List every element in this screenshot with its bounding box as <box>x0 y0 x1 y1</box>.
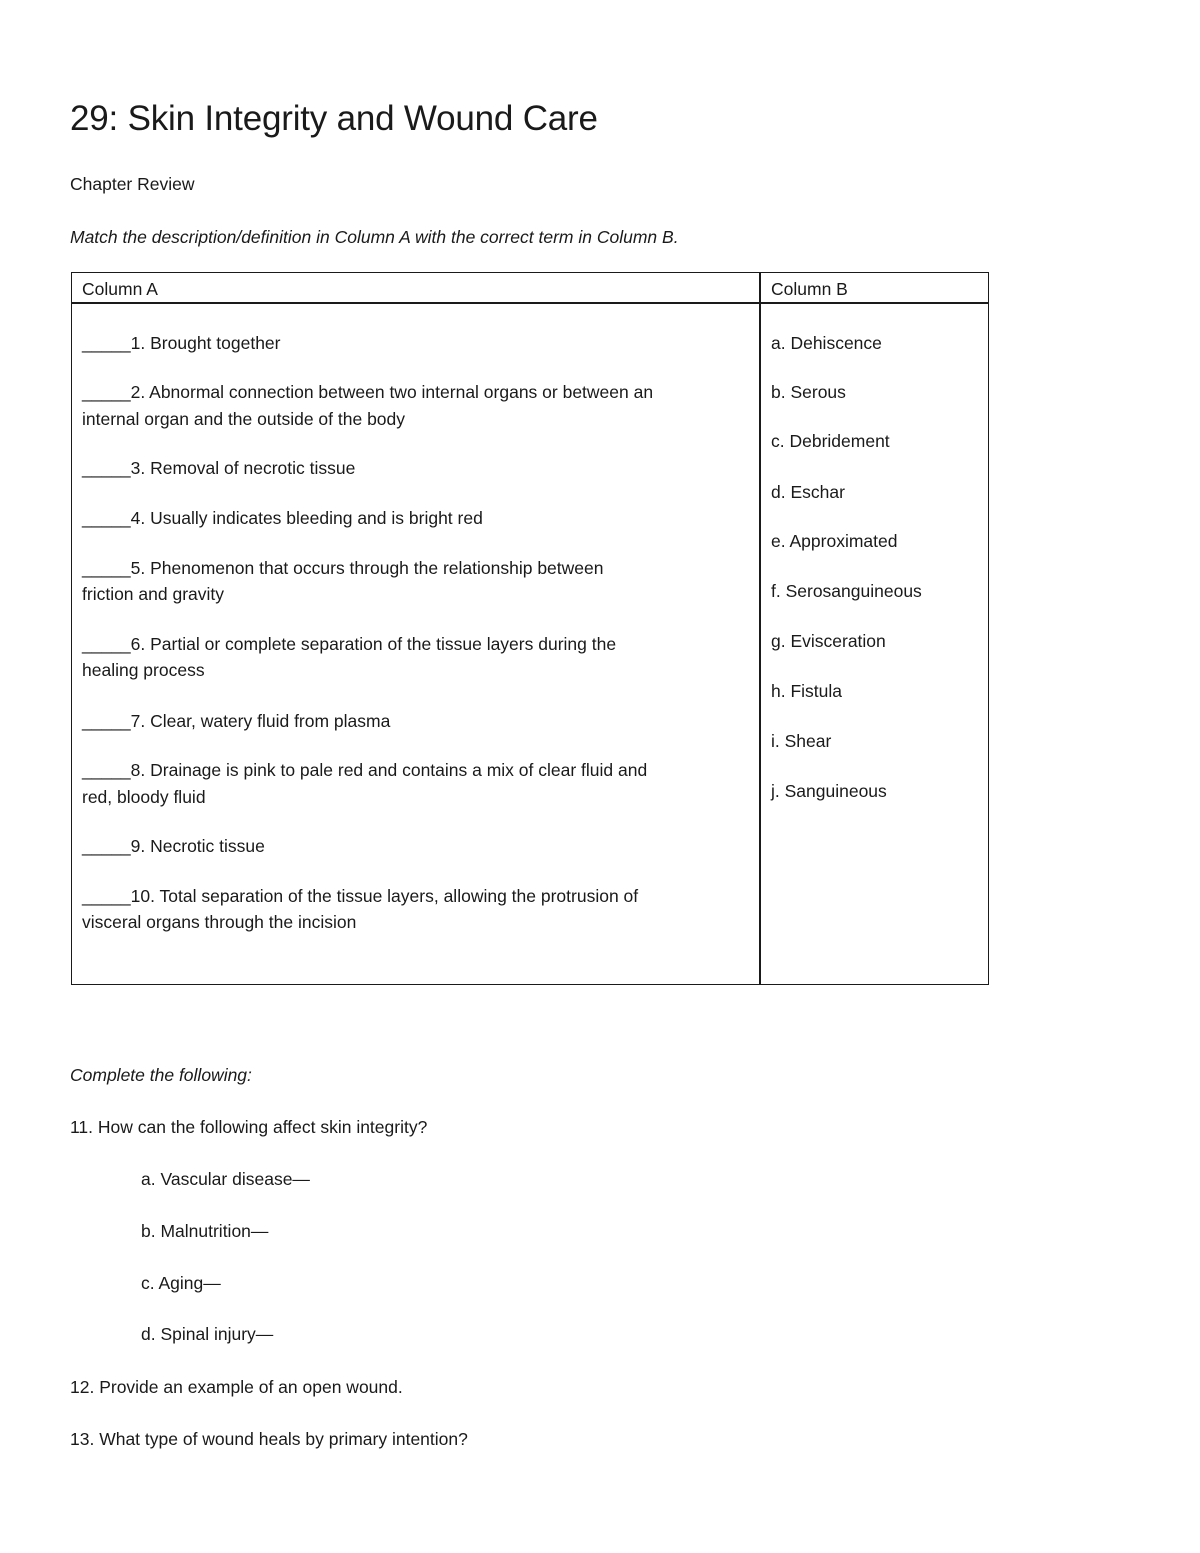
column-b-term: i. Shear <box>771 731 832 751</box>
matching-table <box>71 272 989 985</box>
column-a-header: Column A <box>82 279 158 299</box>
column-a-item: _____6. Partial or complete separation of the tissue layers during the <box>82 634 617 654</box>
column-a-item: _____1. Brought together <box>82 333 281 353</box>
column-b-term: h. Fistula <box>771 681 842 701</box>
column-a-item: _____7. Clear, watery fluid from plasma <box>82 711 391 731</box>
column-a-item: _____4. Usually indicates bleeding and is bright red <box>82 508 483 528</box>
column-b-term: g. Evisceration <box>771 631 886 651</box>
column-b-term: j. Sanguineous <box>771 781 887 801</box>
column-a-item-continuation: internal organ and the outside of the body <box>82 409 406 429</box>
header-divider <box>72 302 988 304</box>
column-b-term: e. Approximated <box>771 531 898 551</box>
column-b-term: d. Eschar <box>771 482 845 502</box>
column-b-term: a. Dehiscence <box>771 333 882 353</box>
column-divider <box>759 273 761 984</box>
question-11-item: a. Vascular disease— <box>141 1169 310 1189</box>
column-a-item-continuation: visceral organs through the incision <box>82 912 357 932</box>
question-13: 13. What type of wound heals by primary intention? <box>70 1429 468 1449</box>
question-11-item: d. Spinal injury— <box>141 1324 274 1344</box>
chapter-review-subtitle: Chapter Review <box>70 174 195 194</box>
column-a-item: _____5. Phenomenon that occurs through the relationship between <box>82 558 604 578</box>
question-11-item: c. Aging— <box>141 1273 221 1293</box>
column-a-item: _____2. Abnormal connection between two internal organs or between an <box>82 382 654 402</box>
column-a-item: _____10. Total separation of the tissue layers, allowing the protrusion of <box>82 886 639 906</box>
column-b-header: Column B <box>771 279 848 299</box>
column-a-item: _____8. Drainage is pink to pale red and contains a mix of clear fluid and <box>82 760 648 780</box>
question-12: 12. Provide an example of an open wound. <box>70 1377 403 1397</box>
column-b-term: c. Debridement <box>771 431 890 451</box>
column-a-item-continuation: friction and gravity <box>82 584 225 604</box>
column-b-term: f. Serosanguineous <box>771 581 922 601</box>
column-a-item-continuation: red, bloody fluid <box>82 787 206 807</box>
column-a-item-continuation: healing process <box>82 660 205 680</box>
column-a-item: _____3. Removal of necrotic tissue <box>82 458 356 478</box>
document-title: 29: Skin Integrity and Wound Care <box>70 99 598 138</box>
complete-the-following-heading: Complete the following: <box>70 1065 252 1085</box>
column-b-term: b. Serous <box>771 382 846 402</box>
column-a-item: _____9. Necrotic tissue <box>82 836 265 856</box>
question-11: 11. How can the following affect skin integrity? <box>70 1117 428 1137</box>
matching-instructions: Match the description/definition in Column A with the correct term in Column B. <box>70 227 679 247</box>
question-11-item: b. Malnutrition— <box>141 1221 269 1241</box>
